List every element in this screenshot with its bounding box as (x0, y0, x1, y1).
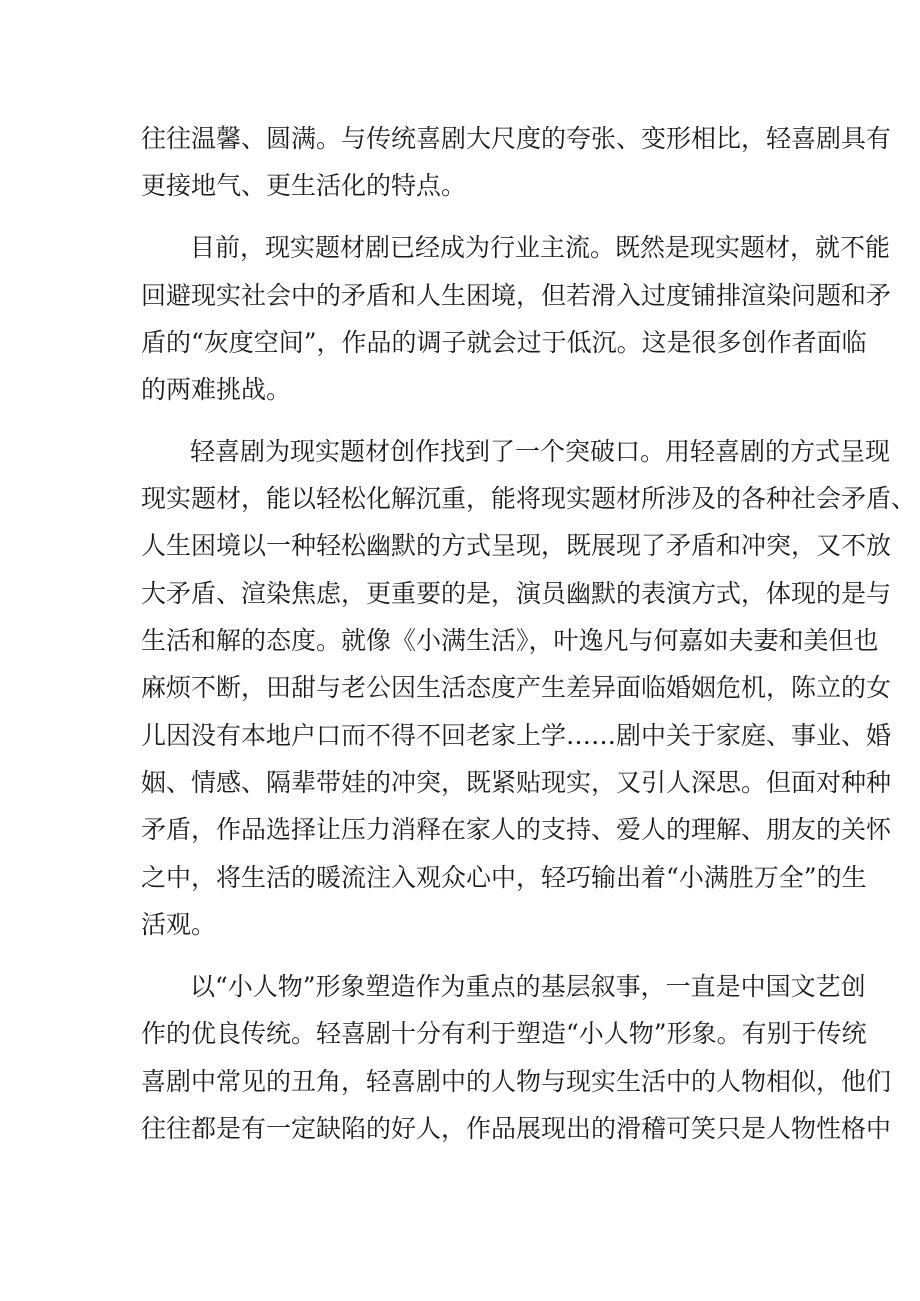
text-line: 更接地气、更生活化的特点。 (141, 171, 467, 200)
text-line: 姻、情感、隔辈带娃的冲突，既紧贴现实，又引人深思。但面对种种 (141, 768, 892, 797)
text-line: 轻喜剧为现实题材创作找到了一个突破口。用轻喜剧的方式呈现 (190, 437, 891, 466)
text-line: 往往都是有一定缺陷的好人，作品展现出的滑稽可笑只是人物性格中 (141, 1114, 892, 1143)
text-line: 回避现实社会中的矛盾和人生困境，但若滑入过度铺排渲染问题和矛 (141, 281, 892, 310)
text-line: 大矛盾、渲染焦虑，更重要的是，演员幽默的表演方式，体现的是与 (141, 579, 892, 608)
text-line: 活观。 (141, 910, 217, 939)
text-line: 喜剧中常见的丑角，轻喜剧中的人物与现实生活中的人物相似，他们 (141, 1067, 892, 1096)
text-line: 往往温馨、圆满。与传统喜剧大尺度的夸张、变形相比，轻喜剧具有 (141, 124, 892, 153)
text-line: 的两难挑战。 (141, 375, 292, 404)
text-line: 盾的“灰度空间”，作品的调子就会过于低沉。这是很多创作者面临 (141, 328, 867, 357)
text-line: 以“小人物”形象塑造作为重点的基层叙事，一直是中国文艺创 (190, 972, 866, 1001)
text-line: 目前，现实题材剧已经成为行业主流。既然是现实题材，就不能 (190, 233, 891, 262)
text-line: 矛盾，作品选择让压力消释在家人的支持、爱人的理解、朋友的关怀 (141, 815, 892, 844)
text-line: 生活和解的态度。就像《小满生活》，叶逸凡与何嘉如夫妻和美但也 (141, 626, 879, 655)
text-line: 麻烦不断，田甜与老公因生活态度产生差异面临婚姻危机，陈立的女 (141, 673, 892, 702)
text-line: 之中，将生活的暖流注入观众心中，轻巧输出着“小满胜万全”的生 (141, 863, 867, 892)
text-line: 人生困境以一种轻松幽默的方式呈现，既展现了矛盾和冲突，又不放 (141, 531, 892, 560)
text-line: 儿因没有本地户口而不得不回老家上学……剧中关于家庭、事业、婚 (141, 721, 892, 750)
text-line: 现实题材，能以轻松化解沉重，能将现实题材所涉及的各种社会矛盾、 (141, 484, 917, 513)
text-line: 作的优良传统。轻喜剧十分有利于塑造“小人物”形象。有别于传统 (141, 1019, 867, 1048)
